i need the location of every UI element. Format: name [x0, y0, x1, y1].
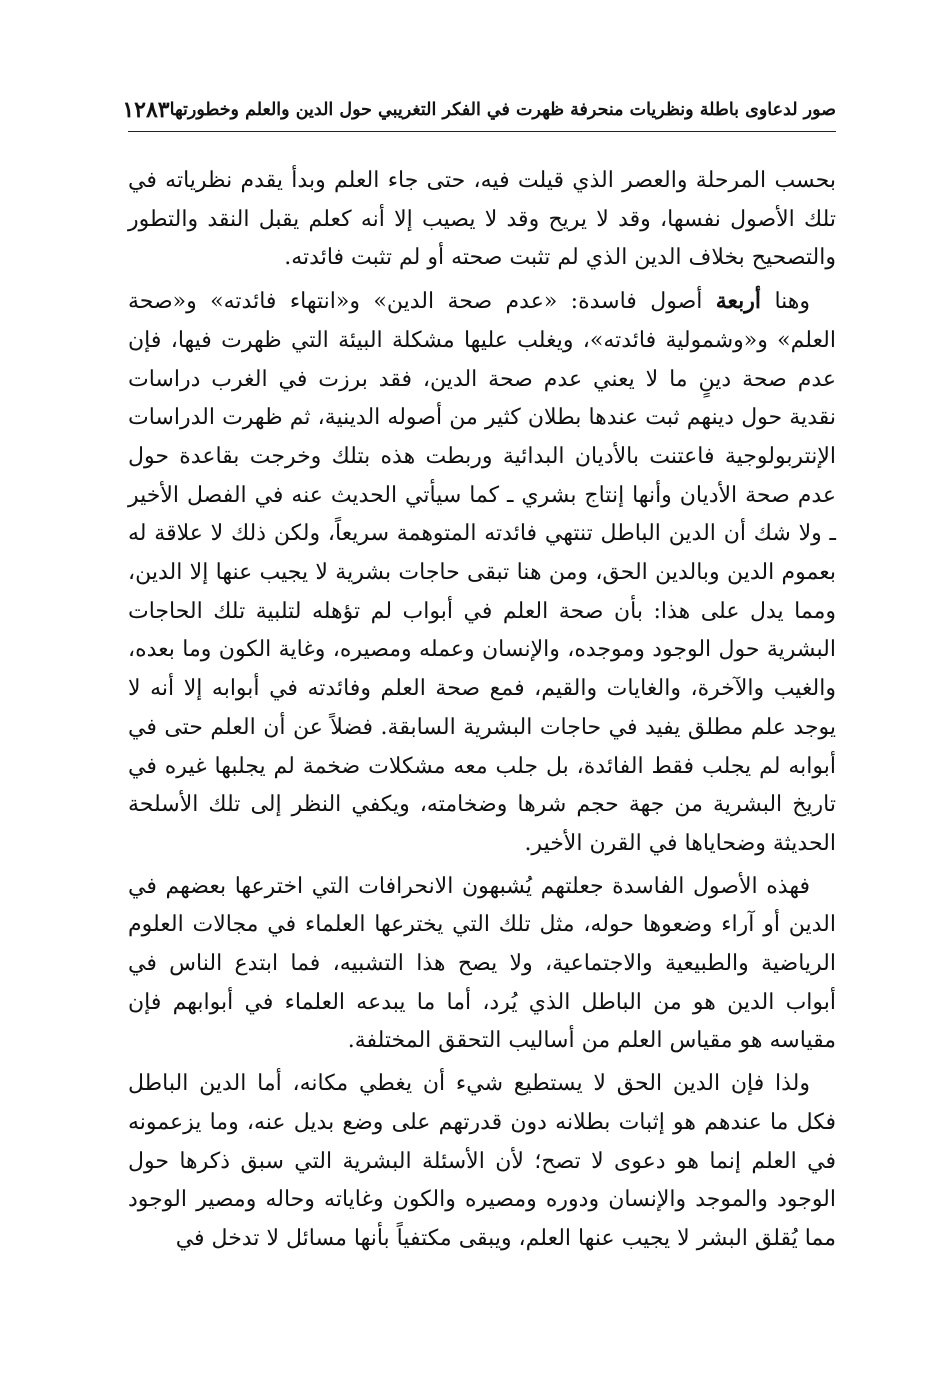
paragraph-4: ولذا فإن الدين الحق لا يستطيع شيء أن يغطي مكانه، أما الدين الباطل فكل ما عندهم هو إثبات بطلانه دون قدرتهم على وضع بديل عنه، وما يزعمونه في العلم إنما هو دعوى لا تصح؛ لأن الأسئلة البشرية التي سبق ذكرها حول الوجود والموجد والإنسان ودوره ومصيره والكون وغاياته وحاله ومصير الوجود مما يُقلق البشر لا يجيب عنها العلم، ويبقى مكتفياً بأنها مسائل لا تدخل في — [128, 1071, 836, 1251]
paragraph-2-bold-word: أربعة — [715, 288, 762, 315]
paragraph-1: بحسب المرحلة والعصر الذي قيلت فيه، حتى جاء العلم وبدأ يقدم نظرياته في تلك الأصول نفسها، وقد لا يريح وقد لا يصيب إلا أنه كعلم يقبل النقد والتطور والتصحيح بخلاف الدين الذي لم تثبت صحته أو لم تثبت فائدته. — [128, 168, 836, 271]
page-number: ١٢٨٣ — [122, 96, 170, 123]
paragraph-2-rest: أصول فاسدة: «عدم صحة الدين» و«انتهاء فائدته» و«صحة العلم» و«وشمولية فائدته»، ويغلب عليها مشكلة البيئة التي ظهرت فيها، فإن عدم صحة دينٍ ما لا يعني عدم صحة الدين، فقد برزت في الغرب دراسات نقدية حول دينهم ثبت عندها بطلان كثير من أصوله الدينية، ثم ظهرت الدراسات الإنتربولوجية فاعتنت بالأديان البدائية وربطت هذه بتلك وخرجت بقاعدة حول عدم صحة الأديان وأنها إنتاج بشري ـ كما سيأتي الحديث عنه في الفصل الأخير ـ ولا شك أن الدين الباطل تنتهي فائدته المتوهمة سريعاً، ولكن ذلك لا علاقة له بعموم الدين وبالدين الحق، ومن هنا تبقى حاجات بشرية لا يجيب عنها إلا الدين، ومما يدل على هذا: بأن صحة العلم في أبواب لم تؤهله لتلبية تلك الحاجات البشرية حول الوجود وموجده، والإنسان وعمله ومصيره، وغاية الكون وما بعده، والغيب والآخرة، والغايات والقيم، فمع صحة العلم وفائدته في أبوابه إلا أنه لا يوجد علم مطلق يفيد في حاجات البشرية السابقة. فضلاً عن أن العلم حتى في أبوابه لم يجلب فقط الفائدة، بل جلب معه مشكلات ضخمة لم يجلبها غيره في تاريخ البشرية من جهة حجم شرها وضخامته، ويكفي النظر إلى تلك الأسلحة الحديثة وضحاياها في القرن الأخير. — [128, 289, 837, 856]
paragraph-2 — [128, 282, 836, 864]
paragraph-3: فهذه الأصول الفاسدة جعلتهم يُشبهون الانحرافات التي اخترعها بعضهم في الدين أو آراء وضعوها حوله، مثل تلك التي يخترعها العلماء في مجالات العلوم الرياضية والطبيعية والاجتماعية، ولا يصح هذا التشبيه، فما ابتدع الناس في أبواب الدين هو من الباطل الذي يُرد، أما ما يبدعه العلماء في أبوابهم فإن مقياسه هو مقياس العلم من أساليب التحقق المختلفة. — [128, 873, 836, 1054]
running-title: صور لدعاوى باطلة ونظريات منحرفة ظهرت في الفكر التغريبي حول الدين والعلم وخطورتها — [169, 99, 836, 120]
paragraph-2-lead: وهنا — [761, 289, 811, 315]
page-header — [122, 92, 836, 132]
body-text — [128, 162, 836, 1259]
